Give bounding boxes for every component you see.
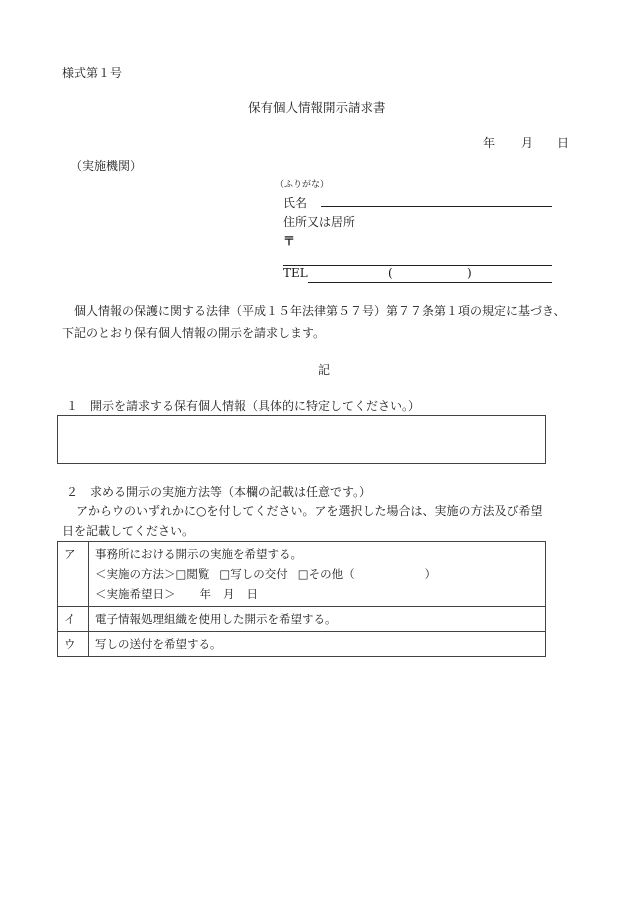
tel-paren-close: ) bbox=[467, 266, 472, 280]
agency-label: （実施機関） bbox=[70, 159, 143, 173]
page-title: 保有個人情報開示請求書 bbox=[248, 100, 386, 115]
form-number: 様式第１号 bbox=[62, 66, 123, 80]
desired-day-label: 日 bbox=[246, 587, 258, 601]
choice-view[interactable]: □閲覧 bbox=[175, 567, 210, 581]
requested-info-box[interactable] bbox=[57, 415, 546, 464]
section1-heading: １ 開示を請求する保有個人情報（具体的に特定してください。） bbox=[66, 399, 421, 413]
address-field-line[interactable] bbox=[283, 265, 552, 266]
tel-field-line[interactable] bbox=[308, 282, 552, 283]
option-text-a: 事務所における開示の実施を希望する。 bbox=[95, 547, 302, 561]
option-text-u: 写しの送付を希望する。 bbox=[89, 632, 546, 657]
choice-other[interactable]: □その他（ bbox=[297, 567, 355, 581]
name-field-line[interactable] bbox=[321, 206, 552, 207]
furigana-label: （ふりがな） bbox=[275, 180, 330, 190]
option-key-a: ア bbox=[58, 542, 89, 607]
disclosure-method-table bbox=[57, 541, 546, 657]
choice-copy[interactable]: □写しの交付 bbox=[219, 567, 288, 581]
desired-month-label: 月 bbox=[223, 587, 235, 601]
tel-paren-open: ( bbox=[388, 266, 393, 280]
method-label: ＜実施の方法＞ bbox=[95, 567, 176, 581]
option-row-i[interactable] bbox=[58, 607, 546, 632]
address-label: 住所又は居所 bbox=[283, 215, 356, 229]
date-year-label: 年 bbox=[483, 136, 496, 150]
option-key-i: イ bbox=[58, 607, 89, 632]
section2-instruction-2: 日を記載してください。 bbox=[62, 524, 195, 538]
ki-heading: 記 bbox=[318, 363, 331, 377]
intro-line-2: 下記のとおり保有個人情報の開示を請求します。 bbox=[62, 326, 326, 340]
section2-instruction-1: アからウのいずれかに○を付してください。アを選択した場合は、実施の方法及び希望 bbox=[76, 504, 543, 518]
option-text-i: 電子情報処理組織を使用した開示を希望する。 bbox=[89, 607, 546, 632]
postal-mark: 〒 bbox=[283, 234, 296, 248]
option-content-a bbox=[89, 542, 546, 607]
option-key-u: ウ bbox=[58, 632, 89, 657]
date-day-label: 日 bbox=[557, 136, 570, 150]
option-row-u[interactable] bbox=[58, 632, 546, 657]
tel-label: TEL bbox=[283, 266, 308, 280]
intro-line-1: 個人情報の保護に関する法律（平成１５年法律第５７号）第７７条第１項の規定に基づき、 bbox=[74, 304, 566, 318]
date-month-label: 月 bbox=[521, 136, 534, 150]
choice-close: ） bbox=[424, 567, 437, 581]
section2-heading: ２ 求める開示の実施方法等（本欄の記載は任意です。） bbox=[66, 485, 372, 499]
option-row-a[interactable] bbox=[58, 542, 546, 607]
desired-date-row bbox=[95, 584, 545, 604]
desired-date-label: ＜実施希望日＞ bbox=[95, 587, 176, 601]
name-label: 氏名 bbox=[283, 196, 308, 210]
desired-year-label: 年 bbox=[199, 587, 211, 601]
method-row bbox=[95, 564, 545, 584]
